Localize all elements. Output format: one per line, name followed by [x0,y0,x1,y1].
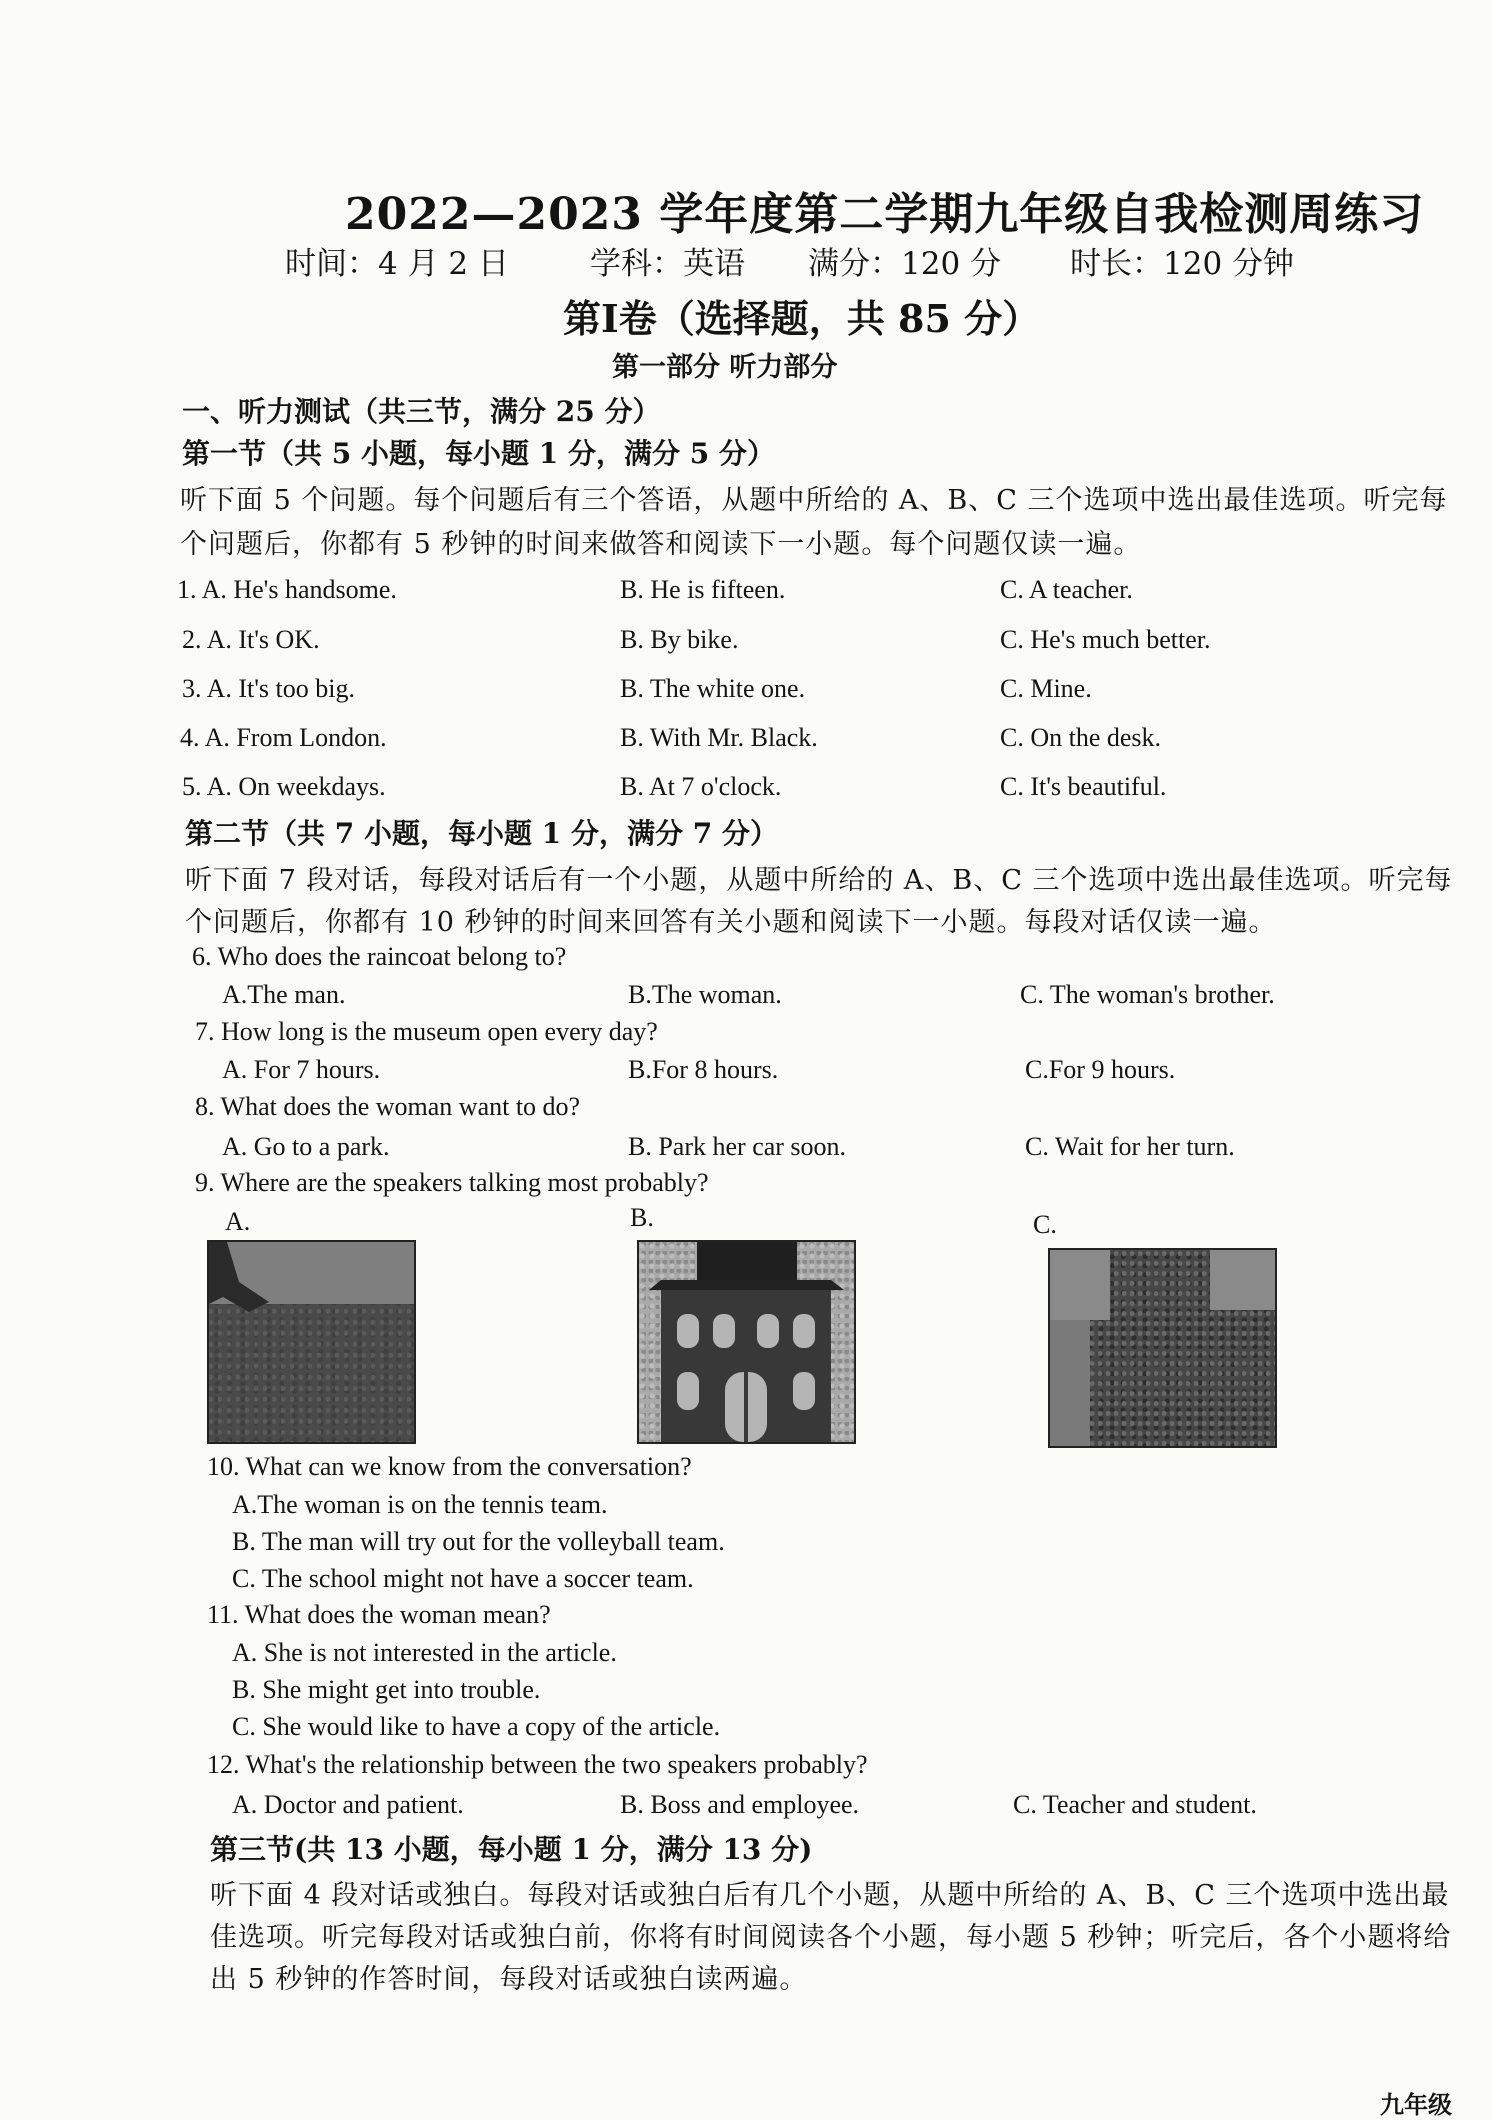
volume-heading: 第Ⅰ卷（选择题，共 85 分） [563,296,1041,341]
q9-option-a-label: A. [225,1207,251,1236]
q6-option-a: A.The man. [222,980,346,1009]
section3-title: 第三节(共 13 小题，每小题 1 分，满分 13 分) [210,1833,813,1866]
q10-option-b: B. The man will try out for the volleyball team. [232,1527,725,1556]
section3-instruction: 出 5 秒钟的作答时间，每段对话或独白读两遍。 [210,1964,808,1995]
listening-heading: 一、听力测试（共三节，满分 25 分） [182,395,661,428]
q5-option-b: B. At 7 o'clock. [620,772,782,801]
exam-title: 2022—2023 学年度第二学期九年级自我检测周练习 [345,189,1425,240]
section2-instruction: 个问题后，你都有 10 秒钟的时间来回答有关小题和阅读下一小题。每段对话仅读一遍。 [185,907,1277,938]
exam-full-score: 满分：120 分 [808,246,1002,282]
q11-option-c: C. She would like to have a copy of the article. [232,1712,721,1741]
q4-option-b: B. With Mr. Black. [620,723,818,752]
q2-option-c: C. He's much better. [1000,625,1211,654]
section2-title: 第二节（共 7 小题，每小题 1 分，满分 7 分） [185,817,778,850]
q8-question: 8. What does the woman want to do? [195,1092,581,1121]
q8-option-a: A. Go to a park. [222,1132,390,1161]
q5-option-a: 5. A. On weekdays. [182,772,386,801]
q6-option-c: C. The woman's brother. [1020,980,1275,1009]
exam-subject: 学科：英语 [590,246,745,282]
q6-question: 6. Who does the raincoat belong to? [192,942,567,971]
q6-option-b: B.The woman. [628,980,782,1009]
part-heading: 第一部分 听力部分 [612,352,838,383]
q9-picture-c-image [1048,1248,1277,1448]
q11-question: 11. What does the woman mean? [207,1600,551,1629]
q8-option-c: C. Wait for her turn. [1025,1132,1235,1161]
exam-duration: 时长：120 分钟 [1070,246,1295,282]
q10-option-c: C. The school might not have a soccer team. [232,1564,694,1593]
q10-question: 10. What can we know from the conversation? [207,1452,692,1481]
q3-option-b: B. The white one. [620,674,806,703]
section1-instruction: 听下面 5 个问题。每个问题后有三个答语，从题中所给的 A、B、C 三个选项中选出最佳选项。听完每 [180,485,1448,516]
section2-instruction: 听下面 7 段对话，每段对话后有一个小题，从题中所给的 A、B、C 三个选项中选出最佳选项。听完每 [185,865,1453,896]
q9-option-b-label: B. [630,1203,654,1232]
q7-option-b: B.For 8 hours. [628,1055,779,1084]
tree-silhouette-icon [209,1242,414,1442]
grade-footer: 九年级 [1380,2090,1452,2119]
q11-option-a: A. She is not interested in the article. [232,1638,617,1667]
q11-option-b: B. She might get into trouble. [232,1675,541,1704]
q9-question: 9. Where are the speakers talking most probably? [195,1168,709,1197]
section3-instruction: 佳选项。听完每段对话或独白前，你将有时间阅读各个小题，每小题 5 秒钟；听完后，各个小题将给 [210,1922,1452,1953]
q12-question: 12. What's the relationship between the two speakers probably? [207,1750,868,1779]
q9-option-c-label: C. [1033,1210,1057,1239]
q2-option-a: 2. A. It's OK. [182,625,320,654]
q12-option-a: A. Doctor and patient. [232,1790,464,1819]
q7-option-a: A. For 7 hours. [222,1055,381,1084]
exam-date: 时间：4 月 2 日 [285,246,510,282]
q3-option-c: C. Mine. [1000,674,1092,703]
q2-option-b: B. By bike. [620,625,739,654]
q9-picture-b-image [637,1240,856,1444]
section3-instruction: 听下面 4 段对话或独白。每段对话或独白后有几个小题，从题中所给的 A、B、C 三个选项中选出最 [210,1880,1450,1911]
q7-option-c: C.For 9 hours. [1025,1055,1176,1084]
q4-option-c: C. On the desk. [1000,723,1162,752]
q7-question: 7. How long is the museum open every day? [195,1017,658,1046]
q12-option-b: B. Boss and employee. [620,1790,860,1819]
q8-option-b: B. Park her car soon. [628,1132,847,1161]
doorway-icon [1050,1250,1275,1446]
q5-option-c: C. It's beautiful. [1000,772,1167,801]
q4-option-a: 4. A. From London. [180,723,387,752]
q10-option-a: A.The woman is on the tennis team. [232,1490,608,1519]
q1-option-b: B. He is fifteen. [620,575,786,604]
building-icon [639,1242,854,1442]
section1-instruction: 个问题后，你都有 5 秒钟的时间来做答和阅读下一小题。每个问题仅读一遍。 [180,529,1142,560]
q3-option-a: 3. A. It's too big. [182,674,355,703]
q1-option-a: 1. A. He's handsome. [177,575,397,604]
q1-option-c: C. A teacher. [1000,575,1133,604]
section1-title: 第一节（共 5 小题，每小题 1 分，满分 5 分） [182,437,775,470]
q12-option-c: C. Teacher and student. [1013,1790,1257,1819]
q9-picture-a-image [207,1240,416,1444]
